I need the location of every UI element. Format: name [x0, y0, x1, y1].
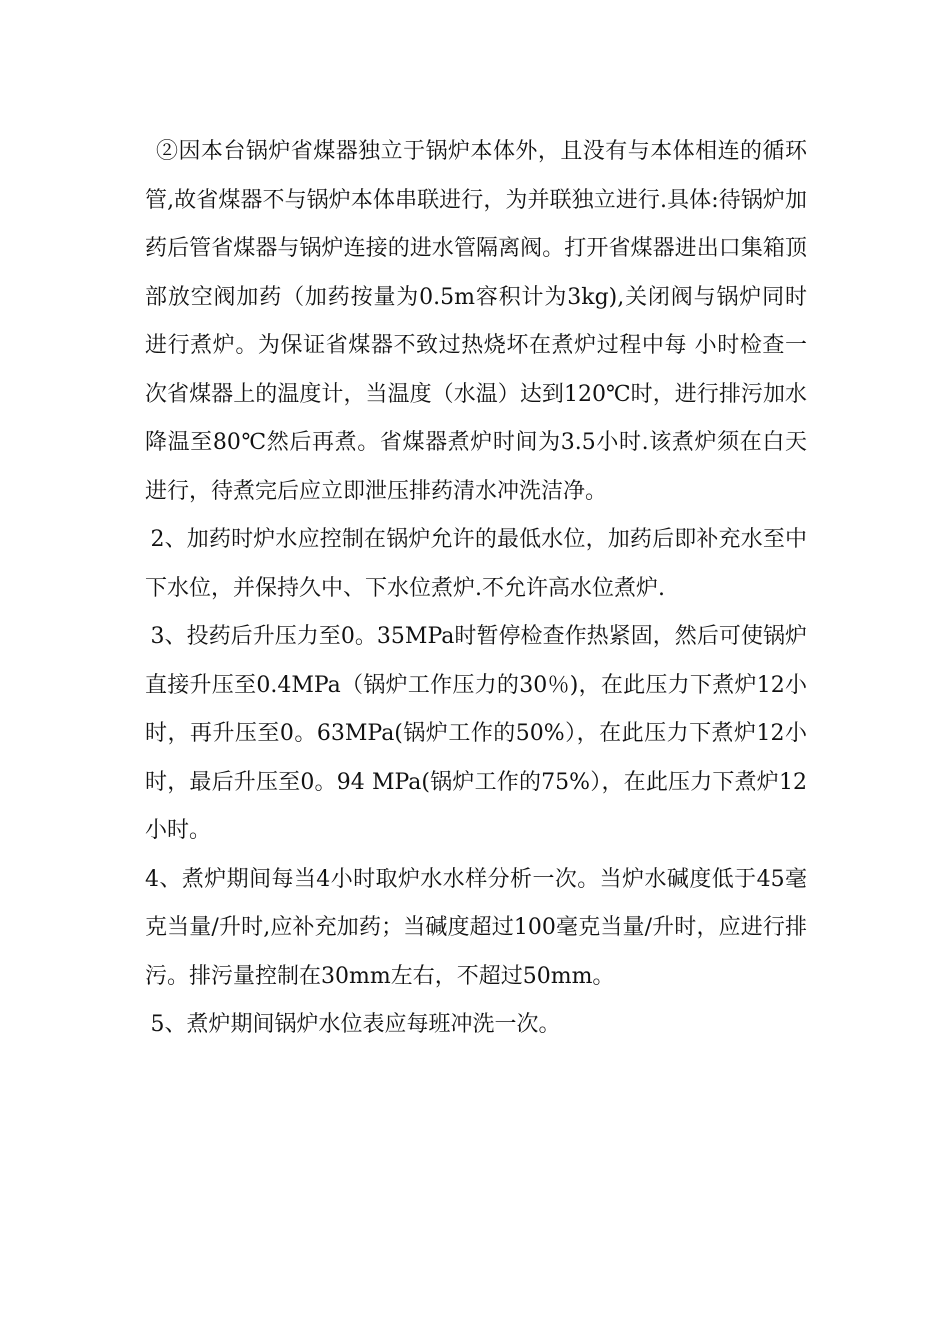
- paragraph-step-5: 5、煮炉期间锅炉水位表应每班冲洗一次。: [150, 1012, 561, 1037]
- paragraph-step-3: 3、投药后升压力至0。35MPa时暂停检查作热紧固，然后可使锅炉直接升压至0.4MPa（锅炉工作压力的30％)，在此压力下煮炉12小时，再升压至0。63MPa(锅炉工作的50%），在此压力下煮炉12小时，最后升压至0。94 MPa(锅炉工作的75%），在此压力下煮炉12小时。: [145, 624, 807, 843]
- paragraph-step-4: 4、煮炉期间每当4小时取炉水水样分析一次。当炉水碱度低于45毫克当量/升时,应补充加药；当碱度超过100毫克当量/升时，应进行排污。排污量控制在30mm左右，不超过50mm。: [145, 866, 807, 989]
- paragraph-economizer-boiling: ②因本台锅炉省煤器独立于锅炉本体外，且没有与本体相连的循环管,故省煤器不与锅炉本体串联进行，为并联独立进行.具体:待锅炉加药后管省煤器与锅炉连接的进水管隔离阀。打开省煤器进出口集箱顶部放空阀加药（加药按量为0.5m容积计为3kg),关闭阀与锅炉同时进行煮炉。为保证省煤器不致过热烧坏在煮炉过程中每 小时检查一次省煤器上的温度计，当温度（水温）达到120℃时，进行排污加水降温至80℃然后再煮。省煤器煮炉时间为3.5小时.该煮炉须在白天进行，待煮完后应立即泄压排药清水冲洗洁净。: [145, 139, 807, 504]
- document-body: [145, 128, 807, 1050]
- paragraph-step-2: 2、加药时炉水应控制在锅炉允许的最低水位，加药后即补充水至中下水位，并保持久中、下水位煮炉.不允许高水位煮炉.: [145, 527, 807, 601]
